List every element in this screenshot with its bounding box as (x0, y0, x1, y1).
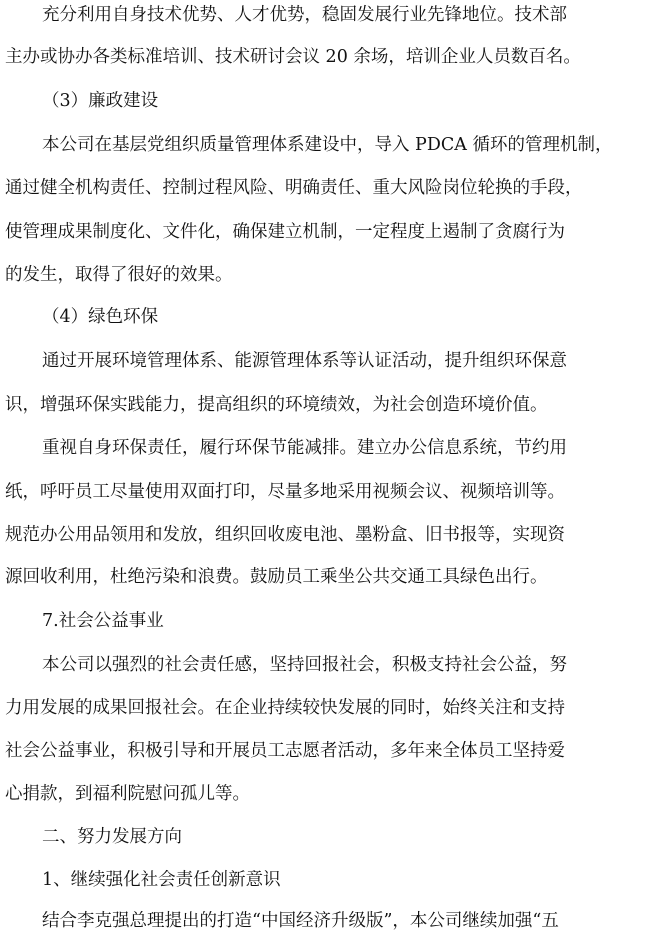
paragraph-line: 纸，呼吁员工尽量使用双面打印，尽量多地采用视频会议、视频培训等。 (5, 482, 565, 502)
paragraph-line: 识，增强环保实践能力，提高组织的环境绩效，为社会创造环境价值。 (5, 395, 548, 415)
paragraph-line: 主办或协办各类标准培训、技术研讨会议 20 余场，培训企业人员数百名。 (5, 47, 581, 67)
paragraph-line: 源回收利用，杜绝污染和浪费。鼓励员工乘坐公共交通工具绿色出行。 (5, 567, 548, 587)
paragraph-line: 本公司在基层党组织质量管理体系建设中，导入 PDCA 循环的管理机制， (42, 135, 613, 155)
section-heading: 二、努力发展方向 (42, 827, 182, 847)
paragraph-line: 本公司以强烈的社会责任感，坚持回报社会，积极支持社会公益，努 (42, 655, 567, 675)
paragraph-line: 结合李克强总理提出的打造“中国经济升级版”，本公司继续加强“五 (42, 911, 559, 931)
paragraph-line: 通过开展环境管理体系、能源管理体系等认证活动，提升组织环保意 (42, 351, 567, 371)
paragraph-line: 使管理成果制度化、文件化，确保建立机制，一定程度上遏制了贪腐行为 (5, 222, 565, 242)
paragraph-line: 心捐款，到福利院慰问孤儿等。 (5, 784, 250, 804)
paragraph-line: 重视自身环保责任，履行环保节能减排。建立办公信息系统，节约用 (42, 438, 567, 458)
section-heading: （4）绿色环保 (42, 307, 159, 327)
section-heading: （3）廉政建设 (42, 91, 159, 111)
paragraph-line: 规范办公用品领用和发放，组织回收废电池、墨粉盒、旧书报等，实现资 (5, 525, 565, 545)
paragraph-line: 力用发展的成果回报社会。在企业持续较快发展的同时，始终关注和支持 (5, 698, 565, 718)
paragraph-line: 社会公益事业，积极引导和开展员工志愿者活动，多年来全体员工坚持爱 (5, 741, 565, 761)
paragraph-line: 的发生，取得了很好的效果。 (5, 265, 233, 285)
section-heading: 7.社会公益事业 (42, 611, 164, 631)
section-heading: 1、继续强化社会责任创新意识 (42, 870, 281, 890)
paragraph-line: 充分利用自身技术优势、人才优势，稳固发展行业先锋地位。技术部 (42, 5, 567, 25)
paragraph-line: 通过健全机构责任、控制过程风险、明确责任、重大风险岗位轮换的手段， (5, 178, 583, 198)
